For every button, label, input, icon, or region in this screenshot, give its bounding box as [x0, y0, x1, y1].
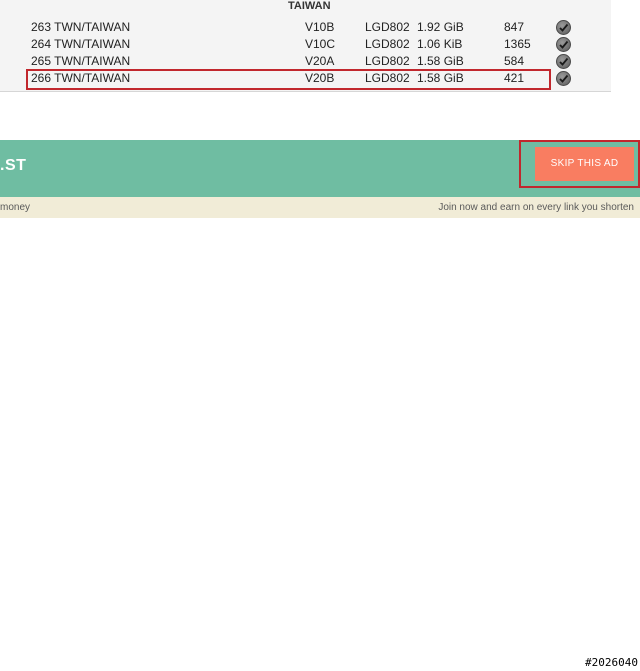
ad-footer-right-text: Join now and earn on every link you shorten [438, 202, 634, 213]
selected-row-highlight [26, 69, 551, 90]
skip-ad-button[interactable]: SKIP THIS AD [535, 147, 634, 181]
firmware-version: V10B [305, 20, 335, 34]
firmware-row[interactable] [0, 53, 611, 70]
firmware-name: 265 TWN/TAIWAN [31, 54, 131, 68]
check-circle-icon[interactable] [556, 20, 571, 35]
region-header: TAIWAN [288, 0, 331, 12]
watermark: #2026040 [585, 656, 638, 669]
firmware-row[interactable] [0, 36, 611, 53]
firmware-model: LGD802 [365, 20, 410, 34]
firmware-version: V20B [305, 71, 335, 85]
ad-footer-left-text: money [0, 202, 31, 213]
check-circle-icon[interactable] [556, 37, 571, 52]
firmware-name: 266 TWN/TAIWAN [31, 71, 131, 85]
firmware-size: 1.58 GiB [417, 54, 464, 68]
firmware-count: 421 [504, 71, 525, 85]
firmware-row[interactable] [0, 19, 611, 36]
firmware-count: 1365 [504, 37, 531, 51]
firmware-size: 1.06 KiB [417, 37, 463, 51]
firmware-size: 1.92 GiB [417, 20, 464, 34]
ad-logo: .ST [0, 157, 27, 174]
firmware-name: 263 TWN/TAIWAN [31, 20, 131, 34]
firmware-model: LGD802 [365, 54, 410, 68]
firmware-list-panel [0, 0, 611, 92]
firmware-model: LGD802 [365, 37, 410, 51]
firmware-version: V10C [305, 37, 336, 51]
firmware-size: 1.58 GiB [417, 71, 464, 85]
firmware-count: 847 [504, 20, 525, 34]
check-circle-icon[interactable] [556, 71, 571, 86]
firmware-model: LGD802 [365, 71, 410, 85]
ad-banner[interactable] [0, 140, 640, 197]
ad-footer [0, 197, 640, 218]
firmware-version: V20A [305, 54, 335, 68]
firmware-name: 264 TWN/TAIWAN [31, 37, 131, 51]
firmware-count: 584 [504, 54, 525, 68]
check-circle-icon[interactable] [556, 54, 571, 69]
